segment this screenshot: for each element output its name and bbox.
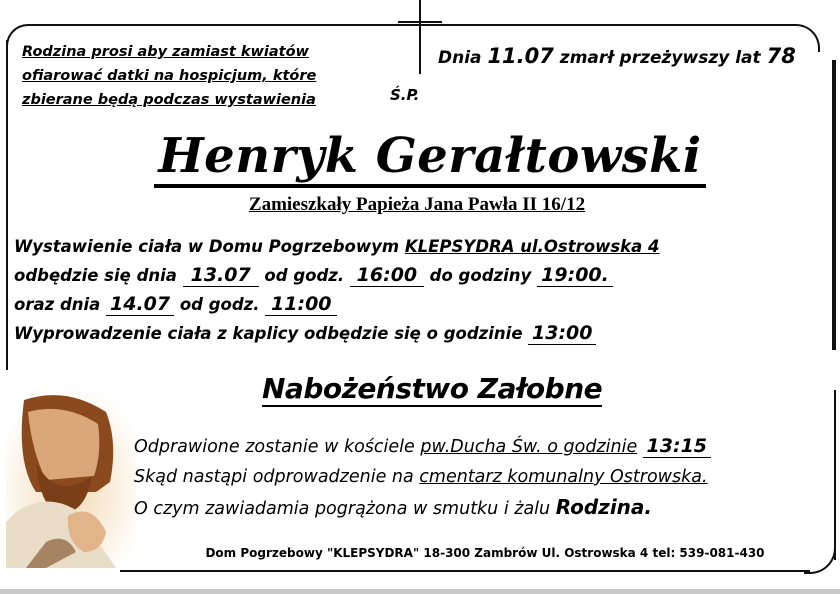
viewing-date-2: 14.07 bbox=[106, 293, 174, 316]
viewing-time-to-1: 19:00. bbox=[537, 264, 613, 287]
service-time: 13:15 bbox=[643, 435, 711, 458]
service-line-3: O czym zawiadamia pogrążona w smutku i żalu Rodzina. bbox=[134, 495, 653, 519]
viewing-line-2: odbędzie się dnia 13.07 od godz. 16:00 do godziny 19:00. bbox=[14, 261, 660, 290]
service-heading: Nabożeństwo Załobne bbox=[262, 372, 603, 405]
viewing-line-3: oraz dnia 14.07 od godz. 11:00 bbox=[14, 290, 660, 319]
death-info: Dnia 11.07 zmarł przeżywszy lat 78 bbox=[438, 44, 796, 68]
donation-note bbox=[22, 40, 316, 112]
service-line-1: Odprawione zostanie w kościele pw.Ducha Św. o godzinie 13:15 bbox=[134, 432, 711, 462]
age: 78 bbox=[766, 44, 796, 68]
frame-right-border-lower bbox=[834, 390, 836, 560]
frame-top-border bbox=[28, 24, 438, 26]
viewing-line-4: Wyprowadzenie ciała z kaplicy odbędzie się o godzinie 13:00 bbox=[14, 319, 660, 348]
praying-jesus-image bbox=[6, 392, 136, 568]
sp-label: Ś.P. bbox=[390, 86, 420, 104]
viewing-line-1: Wystawienie ciała w Domu Pogrzebowym KLEPSYDRA ul.Ostrowska 4 bbox=[14, 237, 660, 256]
frame-bottom-border bbox=[120, 570, 810, 572]
departure-time: 13:00 bbox=[528, 322, 596, 345]
note-line: ofiarować datki na hospicjum, które bbox=[22, 68, 317, 84]
viewing-time-from-2: 11:00 bbox=[265, 293, 337, 316]
note-line: Rodzina prosi aby zamiast kwiatów bbox=[22, 44, 309, 60]
death-date: 11.07 bbox=[487, 44, 554, 68]
viewing-date-1: 13.07 bbox=[183, 264, 259, 287]
funeral-home: KLEPSYDRA ul.Ostrowska 4 bbox=[404, 237, 660, 256]
funeral-home-footer: Dom Pogrzebowy "KLEPSYDRA" 18-300 Zambrów Ul. Ostrowska 4 tel: 539-081-430 bbox=[205, 546, 765, 560]
viewing-time-from-1: 16:00 bbox=[350, 264, 424, 287]
cemetery: cmentarz komunalny Ostrowska. bbox=[419, 467, 708, 487]
church: pw.Ducha Św. o godzinie bbox=[420, 437, 638, 457]
viewing-schedule bbox=[14, 232, 660, 348]
family-signature: Rodzina. bbox=[555, 495, 653, 519]
bottom-strip bbox=[0, 589, 840, 594]
note-line: zbierane będą podczas wystawienia bbox=[22, 92, 316, 108]
service-details bbox=[134, 432, 711, 524]
address: Zamieszkały Papieża Jana Pawła II 16/12 bbox=[248, 194, 586, 215]
deceased-name: Henryk Gerałtowski bbox=[0, 128, 840, 184]
service-line-2: Skąd nastąpi odprowadzenie na cmentarz komunalny Ostrowska. bbox=[134, 467, 708, 487]
